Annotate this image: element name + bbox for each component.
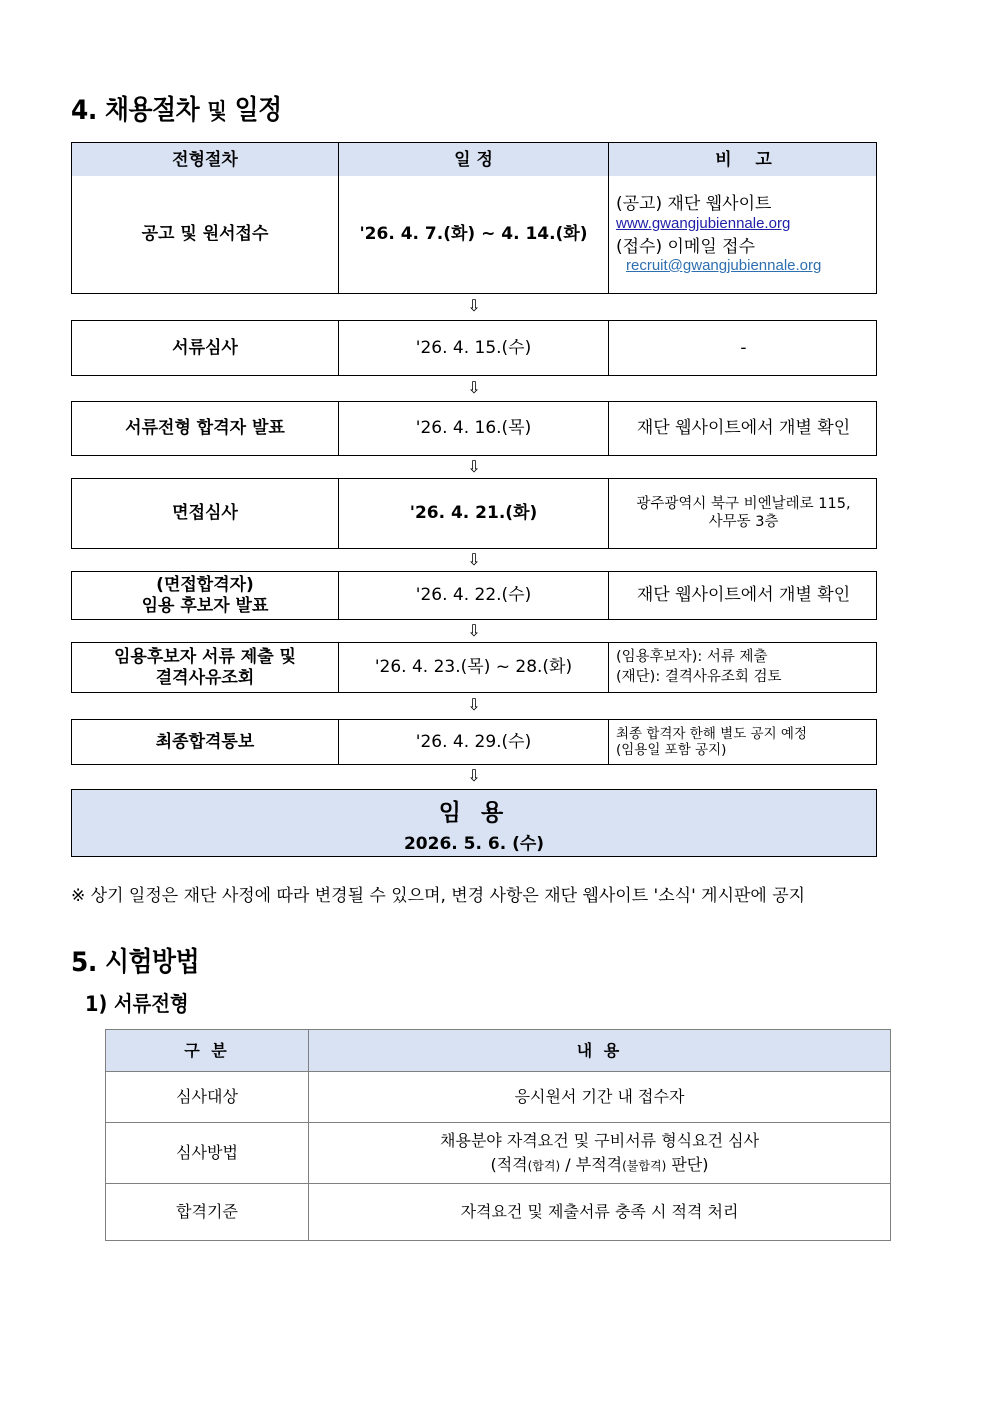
header-step: 전형절차	[172, 149, 238, 170]
row-content: 자격요건 및 제출서류 충족 시 적격 처리	[309, 1184, 891, 1241]
appointment-title: 임 용	[438, 800, 510, 826]
step-label: 면접심사	[172, 503, 238, 524]
down-arrow-icon: ⇩	[467, 621, 481, 640]
content-part-small: (합격)	[527, 1159, 561, 1173]
section-number: 4.	[71, 95, 97, 126]
content-part: / 부적격	[560, 1155, 623, 1174]
schedule-row	[71, 719, 877, 765]
schedule-row	[71, 320, 877, 376]
step-note	[608, 643, 878, 692]
down-arrow-icon: ⇩	[467, 457, 481, 476]
content-line: 채용분야 자격요건 및 구비서류 형식요건 심사	[439, 1131, 760, 1150]
section-title-text: 및	[207, 100, 227, 125]
note-line: (임용후보자): 서류 제출	[616, 648, 768, 665]
header-date: 일 정	[338, 143, 608, 177]
section-title-text: 채용절차	[104, 95, 200, 126]
appointment-date: 2026. 5. 6. (수)	[403, 834, 545, 854]
down-arrow-icon: ⇩	[467, 378, 481, 397]
section-title-text: 일정	[234, 95, 282, 126]
note-line: 최종 합격자 한해 별도 공지 예정	[616, 725, 807, 742]
schedule-row	[71, 642, 877, 693]
note-line: 사무동 3층	[708, 513, 779, 530]
step-label: 공고 및 원서접수	[141, 224, 269, 245]
step-date: '26. 4. 21.(화)	[338, 479, 608, 548]
down-arrow-icon: ⇩	[467, 695, 481, 714]
schedule-footnote: ※ 상기 일정은 재단 사정에 따라 변경될 수 있으며, 변경 사항은 재단 웹사이트 '소식' 게시판에 공지	[71, 886, 806, 906]
content-part: 판단)	[666, 1155, 709, 1174]
step-label: 서류심사	[172, 337, 238, 358]
row-content: 응시원서 기간 내 접수자	[309, 1072, 891, 1123]
note-line: (재단): 결격사유조회 검토	[616, 669, 782, 685]
note-line: (임용일 포함 공지)	[616, 742, 727, 758]
website-link[interactable]: www.gwangjubiennale.org	[616, 214, 791, 232]
header-category: 구 분	[106, 1030, 309, 1072]
step-note: -	[608, 321, 878, 375]
down-arrow-icon: ⇩	[467, 550, 481, 569]
step-note	[608, 720, 878, 764]
step-label	[72, 572, 338, 619]
subsection-title: 1) 서류전형	[85, 992, 189, 1016]
document-screening-table	[105, 1029, 891, 1241]
note-line: 광주광역시 북구 비엔날레로 115,	[636, 496, 851, 513]
row-category: 심사대상	[106, 1072, 309, 1123]
content-line	[309, 1153, 890, 1177]
table-row	[106, 1184, 891, 1241]
step-label-line: 임용 후보자 발표	[141, 595, 269, 616]
table-header-row	[106, 1030, 891, 1072]
row-content	[309, 1123, 891, 1184]
step-label-line: (면접합격자)	[156, 575, 254, 596]
note-line: (접수) 이메일 접수	[616, 236, 756, 257]
step-label: 최종합격통보	[155, 731, 255, 752]
step-note	[608, 176, 878, 293]
table-row	[106, 1123, 891, 1184]
step-date: '26. 4. 29.(수)	[338, 720, 608, 764]
step-note	[608, 479, 878, 548]
table-row	[106, 1072, 891, 1123]
appointment-block	[71, 789, 877, 857]
step-label: 서류전형 합격자 발표	[125, 418, 285, 439]
step-note: 재단 웹사이트에서 개별 확인	[608, 572, 878, 619]
step-date: '26. 4. 23.(목) ~ 28.(화)	[338, 643, 608, 692]
content-part-small: (불합격)	[622, 1159, 667, 1173]
section-5-title: 5. 시험방법	[71, 947, 200, 978]
down-arrow-icon: ⇩	[467, 766, 481, 785]
step-date: '26. 4. 22.(수)	[338, 572, 608, 619]
schedule-row	[71, 176, 877, 294]
content-part: (적격	[490, 1155, 528, 1174]
header-note: 비 고	[608, 143, 878, 177]
section-4-title	[71, 88, 282, 127]
schedule-table-header	[71, 142, 877, 178]
row-category: 심사방법	[106, 1123, 309, 1184]
email-link[interactable]: recruit@gwangjubiennale.org	[626, 256, 822, 274]
schedule-row	[71, 401, 877, 456]
note-line: (공고) 재단 웹사이트	[616, 194, 772, 215]
step-date: '26. 4. 7.(화) ~ 4. 14.(화)	[338, 176, 608, 293]
step-label-line: 임용후보자 서류 제출 및	[114, 647, 296, 668]
step-label	[72, 643, 338, 692]
step-date: '26. 4. 15.(수)	[338, 321, 608, 375]
schedule-row	[71, 478, 877, 549]
row-category: 합격기준	[106, 1184, 309, 1241]
step-date: '26. 4. 16.(목)	[338, 402, 608, 455]
step-label-line: 결격사유조회	[155, 667, 255, 688]
header-content: 내 용	[309, 1030, 891, 1072]
schedule-row	[71, 571, 877, 620]
step-note: 재단 웹사이트에서 개별 확인	[608, 402, 878, 455]
down-arrow-icon: ⇩	[467, 296, 481, 315]
